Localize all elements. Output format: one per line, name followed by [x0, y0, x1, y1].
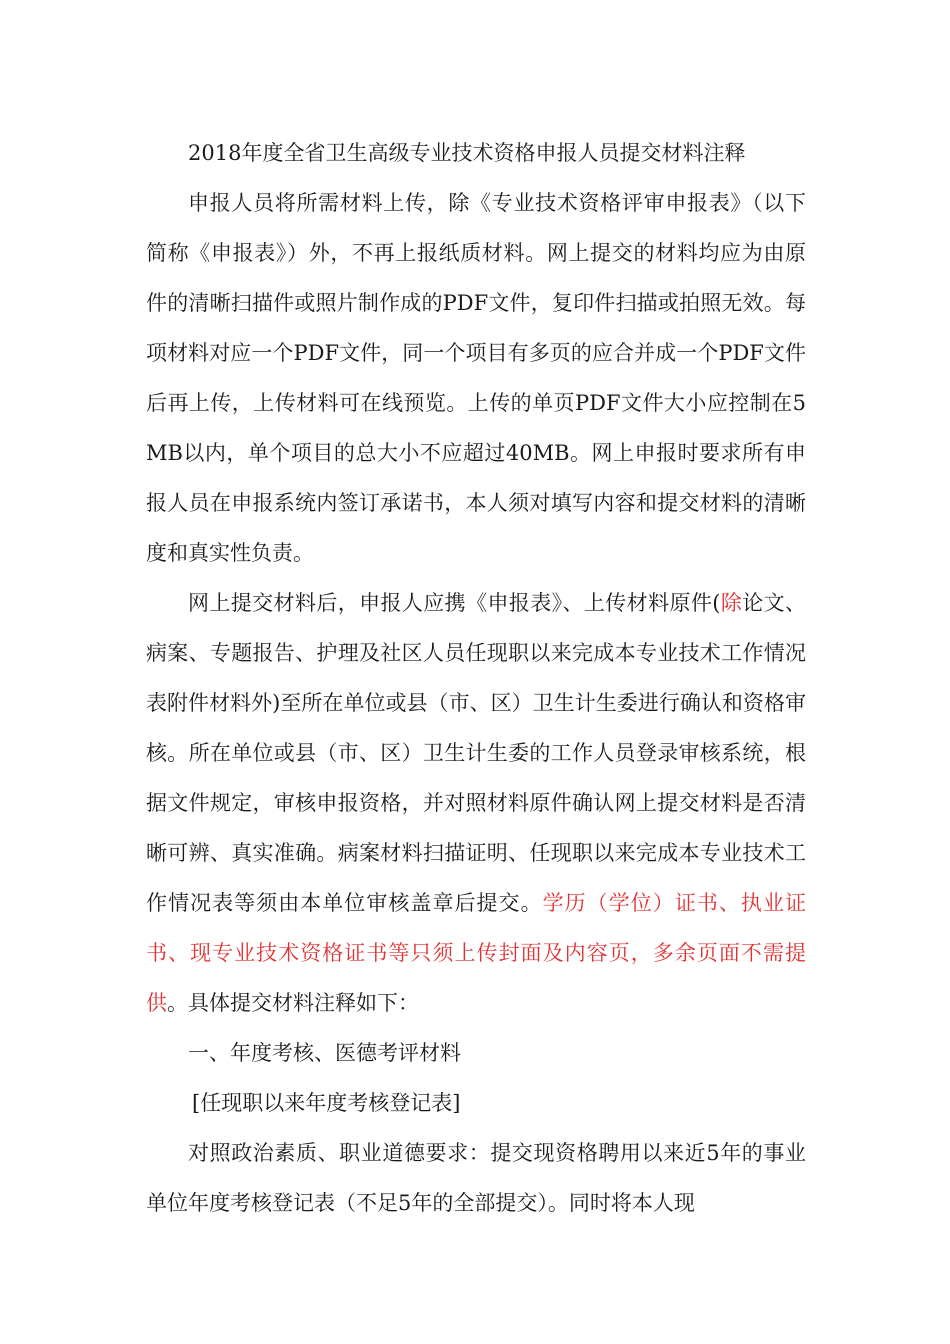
paragraph-annual-assessment: 对照政治素质、职业道德要求：提交现资格聘用以来近5年的事业单位年度考核登记表（不足5年的全部提交）。同时将本人现	[146, 1141, 806, 1215]
paragraph-text: 论文、病案、专题报告、护理及社区人员任现职以来完成本专业技术工作情况表附件材料外)至所在单位或县（市、区）卫生计生委进行确认和资格审核。所在单位或县（市、区）卫生计生委的工作人员登录审核系统，根据文件规定，审核申报资格，并对照材料原件确认网上提交材料是否清晰可辨、真实准确。病案材料扫描证明、任现职以来完成本专业技术工作情况表等须由本单位审核盖章后提交。	[146, 591, 806, 915]
document-title: 2018年度全省卫生高级专业技术资格申报人员提交材料注释	[188, 141, 746, 165]
paragraph-text: 。具体提交材料注释如下：	[167, 991, 419, 1015]
paragraph-upload-rules: 申报人员将所需材料上传，除《专业技术资格评审申报表》（以下简称《申报表》）外，不再上报纸质材料。网上提交的材料均应为由原件的清晰扫描件或照片制作成的PDF文件，复印件扫描或拍照无效。每项材料对应一个PDF文件，同一个项目有多页的应合并成一个PDF文件后再上传，上传材料可在线预览。上传的单页PDF文件大小应控制在5MB以内，单个项目的总大小不应超过40MB。网上申报时要求所有申报人员在申报系统内签订承诺书，本人须对填写内容和提交材料的清晰度和真实性负责。	[146, 191, 806, 565]
paragraph-text: 网上提交材料后，申报人应携《申报表》、上传材料原件(	[188, 591, 721, 615]
document-body	[146, 128, 806, 1228]
highlight-text: 除	[720, 591, 743, 615]
paragraph-review-process	[146, 578, 806, 1028]
highlight-text: 学历（学位）证书、执业证书、现专业技术资格证书等只须上传封面及内容页，多余页面不需提供	[146, 891, 807, 1015]
section-subheading: [任现职以来年度考核登记表]	[192, 1091, 461, 1115]
section-heading: 一、年度考核、医德考评材料	[188, 1041, 461, 1065]
